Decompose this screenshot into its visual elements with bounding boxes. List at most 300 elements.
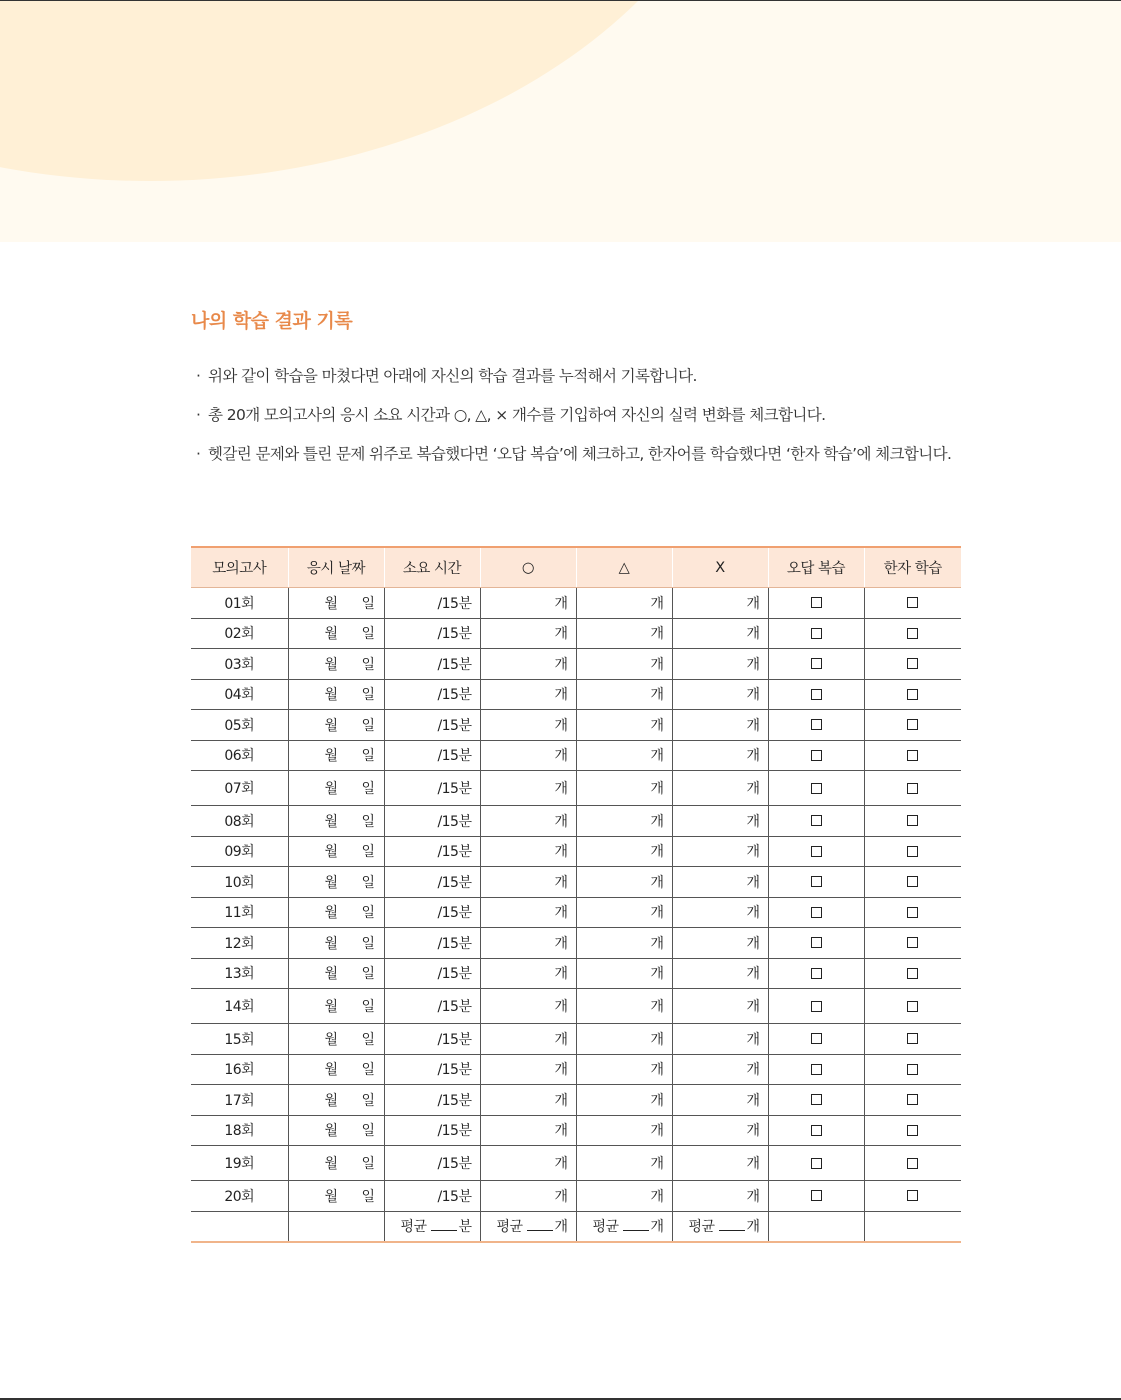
review-checkbox[interactable]	[811, 1001, 822, 1012]
uncertain-count-cell[interactable]: 개	[576, 1181, 672, 1212]
review-checkbox[interactable]	[811, 750, 822, 761]
day-label: 일	[361, 748, 375, 765]
review-check-cell	[768, 1181, 864, 1212]
hanja-checkbox[interactable]	[907, 846, 918, 857]
wrong-count-cell[interactable]: 개	[672, 588, 768, 619]
wrong-count-cell[interactable]: 개	[672, 836, 768, 867]
hanja-check-cell	[864, 679, 961, 710]
hanja-checkbox[interactable]	[907, 876, 918, 887]
date-cell[interactable]	[288, 1115, 384, 1146]
date-cell[interactable]	[288, 958, 384, 989]
exam-number: 10회	[191, 867, 288, 898]
review-checkbox[interactable]	[811, 815, 822, 826]
review-check-cell	[768, 806, 864, 837]
empty-cell	[768, 1211, 864, 1242]
table-row	[191, 679, 961, 710]
review-checkbox[interactable]	[811, 968, 822, 979]
uncertain-count-cell[interactable]: 개	[576, 806, 672, 837]
uncertain-count-cell[interactable]: 개	[576, 649, 672, 680]
time-cell[interactable]: /15분	[384, 1024, 480, 1055]
correct-count-cell[interactable]: 개	[480, 710, 576, 741]
section-title: 나의 학습 결과 기록	[191, 310, 353, 332]
review-checkbox[interactable]	[811, 1094, 822, 1105]
correct-count-cell[interactable]: 개	[480, 867, 576, 898]
fill-blank	[527, 1218, 553, 1231]
time-cell[interactable]: /15분	[384, 618, 480, 649]
uncertain-count-cell[interactable]: 개	[576, 710, 672, 741]
uncertain-count-cell[interactable]: 개	[576, 679, 672, 710]
bullet-marker: ·	[196, 367, 201, 385]
review-checkbox[interactable]	[811, 783, 822, 794]
review-check-cell	[768, 588, 864, 619]
exam-number: 20회	[191, 1181, 288, 1212]
review-check-cell	[768, 836, 864, 867]
table-row	[191, 1146, 961, 1181]
wrong-count-cell[interactable]: 개	[672, 618, 768, 649]
hanja-check-cell	[864, 740, 961, 771]
header-date: 응시 날짜	[288, 547, 384, 588]
table-row	[191, 618, 961, 649]
date-cell[interactable]	[288, 806, 384, 837]
uncertain-count-cell[interactable]: 개	[576, 618, 672, 649]
header-hanja: 한자 학습	[864, 547, 961, 588]
table-row	[191, 836, 961, 867]
header-wrong: X	[672, 547, 768, 588]
table-row	[191, 989, 961, 1024]
review-check-cell	[768, 740, 864, 771]
correct-count-cell[interactable]: 개	[480, 1115, 576, 1146]
header-exam: 모의고사	[191, 547, 288, 588]
exam-number: 17회	[191, 1085, 288, 1116]
review-checkbox[interactable]	[811, 846, 822, 857]
month-label: 월	[324, 717, 338, 734]
time-cell[interactable]: /15분	[384, 740, 480, 771]
empty-cell	[288, 1211, 384, 1242]
table-row	[191, 928, 961, 959]
review-check-cell	[768, 1054, 864, 1085]
day-label: 일	[361, 595, 375, 612]
time-cell[interactable]: /15분	[384, 1085, 480, 1116]
date-cell[interactable]	[288, 1085, 384, 1116]
date-cell[interactable]	[288, 897, 384, 928]
wrong-count-cell[interactable]: 개	[672, 928, 768, 959]
review-checkbox[interactable]	[811, 1158, 822, 1169]
uncertain-count-cell[interactable]: 개	[576, 1024, 672, 1055]
month-label: 월	[324, 595, 338, 612]
review-check-cell	[768, 649, 864, 680]
wrong-count-cell[interactable]: 개	[672, 867, 768, 898]
uncertain-count-cell[interactable]: 개	[576, 1146, 672, 1181]
exam-number: 13회	[191, 958, 288, 989]
table-row	[191, 1181, 961, 1212]
month-label: 월	[324, 874, 338, 891]
review-checkbox[interactable]	[811, 1033, 822, 1044]
date-cell[interactable]	[288, 867, 384, 898]
header-review: 오답 복습	[768, 547, 864, 588]
uncertain-count-cell[interactable]: 개	[576, 836, 672, 867]
time-cell[interactable]: /15분	[384, 679, 480, 710]
instruction-list	[196, 362, 976, 479]
day-label: 일	[361, 935, 375, 952]
table-row	[191, 710, 961, 741]
exam-number: 07회	[191, 771, 288, 806]
date-cell[interactable]	[288, 1024, 384, 1055]
exam-number: 18회	[191, 1115, 288, 1146]
time-cell[interactable]: /15분	[384, 1146, 480, 1181]
hanja-checkbox[interactable]	[907, 1064, 918, 1075]
fill-blank	[431, 1218, 457, 1231]
month-label: 월	[324, 905, 338, 922]
review-check-cell	[768, 989, 864, 1024]
wrong-count-cell[interactable]: 개	[672, 1146, 768, 1181]
table-header-row	[191, 547, 961, 588]
hanja-check-cell	[864, 806, 961, 837]
hanja-checkbox[interactable]	[907, 689, 918, 700]
month-label: 월	[324, 656, 338, 673]
average-unit: 개	[554, 1219, 568, 1235]
day-label: 일	[361, 874, 375, 891]
correct-count-cell[interactable]: 개	[480, 1024, 576, 1055]
day-label: 일	[361, 813, 375, 830]
hanja-checkbox[interactable]	[907, 719, 918, 730]
uncertain-count-cell[interactable]: 개	[576, 989, 672, 1024]
bullet-marker: ·	[196, 445, 201, 463]
uncertain-count-cell[interactable]: 개	[576, 958, 672, 989]
review-check-cell	[768, 1085, 864, 1116]
date-cell[interactable]	[288, 928, 384, 959]
date-cell[interactable]	[288, 618, 384, 649]
correct-count-cell[interactable]: 개	[480, 740, 576, 771]
hanja-check-cell	[864, 897, 961, 928]
average-wrong-cell[interactable]	[672, 1211, 768, 1242]
hanja-check-cell	[864, 710, 961, 741]
instruction-text: 위와 같이 학습을 마쳤다면 아래에 자신의 학습 결과를 누적해서 기록합니다.	[208, 367, 697, 385]
hanja-checkbox[interactable]	[907, 1001, 918, 1012]
month-label: 월	[324, 1188, 338, 1205]
instruction-item	[196, 440, 976, 469]
month-label: 월	[324, 1092, 338, 1109]
uncertain-count-cell[interactable]: 개	[576, 1054, 672, 1085]
uncertain-count-cell[interactable]: 개	[576, 928, 672, 959]
table-row	[191, 867, 961, 898]
time-cell[interactable]: /15분	[384, 867, 480, 898]
wrong-count-cell[interactable]: 개	[672, 1054, 768, 1085]
review-check-cell	[768, 679, 864, 710]
hanja-check-cell	[864, 771, 961, 806]
time-cell[interactable]: /15분	[384, 771, 480, 806]
correct-count-cell[interactable]: 개	[480, 1085, 576, 1116]
day-label: 일	[361, 656, 375, 673]
hanja-checkbox[interactable]	[907, 750, 918, 761]
day-label: 일	[361, 999, 375, 1015]
review-check-cell	[768, 1024, 864, 1055]
month-label: 월	[324, 844, 338, 861]
wrong-count-cell[interactable]: 개	[672, 1115, 768, 1146]
table-row	[191, 588, 961, 619]
correct-count-cell[interactable]: 개	[480, 989, 576, 1024]
month-label: 월	[324, 1062, 338, 1079]
average-prefix: 평균	[496, 1219, 523, 1235]
uncertain-count-cell[interactable]: 개	[576, 1085, 672, 1116]
month-label: 월	[324, 935, 338, 952]
date-cell[interactable]	[288, 679, 384, 710]
day-label: 일	[361, 844, 375, 861]
day-label: 일	[361, 1188, 375, 1205]
time-cell[interactable]: /15분	[384, 897, 480, 928]
correct-count-cell[interactable]: 개	[480, 806, 576, 837]
day-label: 일	[361, 717, 375, 734]
average-prefix: 평균	[400, 1219, 427, 1235]
hanja-check-cell	[864, 618, 961, 649]
date-cell[interactable]	[288, 1054, 384, 1085]
day-label: 일	[361, 1123, 375, 1140]
instruction-text: 총 20개 모의고사의 응시 소요 시간과 ○, △, × 개수를 기입하여 자신의 실력 변화를 체크합니다.	[208, 406, 826, 424]
correct-count-cell[interactable]: 개	[480, 928, 576, 959]
hanja-checkbox[interactable]	[907, 658, 918, 669]
table-body	[191, 588, 961, 1242]
hanja-checkbox[interactable]	[907, 783, 918, 794]
month-label: 월	[324, 813, 338, 830]
review-checkbox[interactable]	[811, 658, 822, 669]
wrong-count-cell[interactable]: 개	[672, 1024, 768, 1055]
correct-count-cell[interactable]: 개	[480, 897, 576, 928]
exam-number: 14회	[191, 989, 288, 1024]
time-cell[interactable]: /15분	[384, 588, 480, 619]
time-cell[interactable]: /15분	[384, 989, 480, 1024]
correct-count-cell[interactable]: 개	[480, 1146, 576, 1181]
correct-count-cell[interactable]: 개	[480, 958, 576, 989]
review-checkbox[interactable]	[811, 876, 822, 887]
day-label: 일	[361, 1031, 375, 1048]
header-arc-shape	[0, 1, 760, 181]
wrong-count-cell[interactable]: 개	[672, 1181, 768, 1212]
table-row	[191, 1024, 961, 1055]
hanja-check-cell	[864, 836, 961, 867]
hanja-checkbox[interactable]	[907, 937, 918, 948]
time-cell[interactable]: /15분	[384, 928, 480, 959]
hanja-check-cell	[864, 1146, 961, 1181]
hanja-checkbox[interactable]	[907, 907, 918, 918]
review-check-cell	[768, 897, 864, 928]
hanja-checkbox[interactable]	[907, 1158, 918, 1169]
time-cell[interactable]: /15분	[384, 806, 480, 837]
study-record-table	[191, 546, 961, 1243]
table-row	[191, 740, 961, 771]
hanja-check-cell	[864, 867, 961, 898]
month-label: 월	[324, 999, 338, 1015]
uncertain-count-cell[interactable]: 개	[576, 897, 672, 928]
exam-number: 01회	[191, 588, 288, 619]
table-row	[191, 1085, 961, 1116]
exam-number: 05회	[191, 710, 288, 741]
hanja-check-cell	[864, 958, 961, 989]
uncertain-count-cell[interactable]: 개	[576, 771, 672, 806]
correct-count-cell[interactable]: 개	[480, 1181, 576, 1212]
review-check-cell	[768, 771, 864, 806]
review-checkbox[interactable]	[811, 907, 822, 918]
hanja-checkbox[interactable]	[907, 1033, 918, 1044]
time-cell[interactable]: /15분	[384, 958, 480, 989]
date-cell[interactable]	[288, 836, 384, 867]
wrong-count-cell[interactable]: 개	[672, 1085, 768, 1116]
fill-blank	[623, 1218, 649, 1231]
hanja-checkbox[interactable]	[907, 628, 918, 639]
month-label: 월	[324, 781, 338, 797]
month-label: 월	[324, 687, 338, 704]
month-label: 월	[324, 1156, 338, 1172]
month-label: 월	[324, 748, 338, 765]
date-cell[interactable]	[288, 710, 384, 741]
review-checkbox[interactable]	[811, 628, 822, 639]
exam-number: 11회	[191, 897, 288, 928]
average-unit: 개	[650, 1219, 664, 1235]
review-checkbox[interactable]	[811, 1190, 822, 1201]
table-row	[191, 1054, 961, 1085]
correct-count-cell[interactable]: 개	[480, 679, 576, 710]
average-time-cell[interactable]	[384, 1211, 480, 1242]
hanja-checkbox[interactable]	[907, 968, 918, 979]
review-check-cell	[768, 618, 864, 649]
hanja-check-cell	[864, 1054, 961, 1085]
date-cell[interactable]	[288, 989, 384, 1024]
average-prefix: 평균	[592, 1219, 619, 1235]
day-label: 일	[361, 626, 375, 643]
table-row	[191, 771, 961, 806]
average-unit: 분	[458, 1219, 472, 1235]
time-cell[interactable]: /15분	[384, 1181, 480, 1212]
average-correct-cell[interactable]	[480, 1211, 576, 1242]
uncertain-count-cell[interactable]: 개	[576, 588, 672, 619]
uncertain-count-cell[interactable]: 개	[576, 740, 672, 771]
hanja-check-cell	[864, 649, 961, 680]
instruction-item	[196, 362, 976, 391]
date-cell[interactable]	[288, 649, 384, 680]
review-checkbox[interactable]	[811, 719, 822, 730]
wrong-count-cell[interactable]: 개	[672, 958, 768, 989]
wrong-count-cell[interactable]: 개	[672, 771, 768, 806]
wrong-count-cell[interactable]: 개	[672, 806, 768, 837]
hanja-checkbox[interactable]	[907, 597, 918, 608]
correct-count-cell[interactable]: 개	[480, 618, 576, 649]
table-row	[191, 897, 961, 928]
header-correct: ○	[480, 547, 576, 588]
correct-count-cell[interactable]: 개	[480, 836, 576, 867]
exam-number: 16회	[191, 1054, 288, 1085]
date-cell[interactable]	[288, 740, 384, 771]
review-checkbox[interactable]	[811, 1125, 822, 1136]
day-label: 일	[361, 781, 375, 797]
date-cell[interactable]	[288, 1181, 384, 1212]
average-prefix: 평균	[688, 1219, 715, 1235]
month-label: 월	[324, 966, 338, 983]
correct-count-cell[interactable]: 개	[480, 1054, 576, 1085]
day-label: 일	[361, 1062, 375, 1079]
review-check-cell	[768, 958, 864, 989]
exam-number: 19회	[191, 1146, 288, 1181]
wrong-count-cell[interactable]: 개	[672, 649, 768, 680]
header-uncertain: △	[576, 547, 672, 588]
average-unit: 개	[746, 1219, 760, 1235]
review-checkbox[interactable]	[811, 689, 822, 700]
uncertain-count-cell[interactable]: 개	[576, 1115, 672, 1146]
exam-number: 04회	[191, 679, 288, 710]
review-checkbox[interactable]	[811, 937, 822, 948]
hanja-check-cell	[864, 1085, 961, 1116]
time-cell[interactable]: /15분	[384, 1054, 480, 1085]
exam-number: 08회	[191, 806, 288, 837]
uncertain-count-cell[interactable]: 개	[576, 867, 672, 898]
time-cell[interactable]: /15분	[384, 1115, 480, 1146]
exam-number: 15회	[191, 1024, 288, 1055]
hanja-checkbox[interactable]	[907, 1190, 918, 1201]
time-cell[interactable]: /15분	[384, 649, 480, 680]
time-cell[interactable]: /15분	[384, 710, 480, 741]
exam-number: 03회	[191, 649, 288, 680]
exam-number: 02회	[191, 618, 288, 649]
hanja-check-cell	[864, 1115, 961, 1146]
instruction-text: 헷갈린 문제와 틀린 문제 위주로 복습했다면 ‘오답 복습’에 체크하고, 한자어를 학습했다면 ‘한자 학습’에 체크합니다.	[208, 445, 952, 463]
hanja-checkbox[interactable]	[907, 1094, 918, 1105]
wrong-count-cell[interactable]: 개	[672, 710, 768, 741]
day-label: 일	[361, 905, 375, 922]
review-check-cell	[768, 710, 864, 741]
hanja-checkbox[interactable]	[907, 815, 918, 826]
table-row	[191, 649, 961, 680]
correct-count-cell[interactable]: 개	[480, 588, 576, 619]
day-label: 일	[361, 966, 375, 983]
date-cell[interactable]	[288, 771, 384, 806]
correct-count-cell[interactable]: 개	[480, 649, 576, 680]
day-label: 일	[361, 1092, 375, 1109]
average-row	[191, 1211, 961, 1242]
date-cell[interactable]	[288, 588, 384, 619]
hanja-check-cell	[864, 989, 961, 1024]
month-label: 월	[324, 1031, 338, 1048]
exam-number: 06회	[191, 740, 288, 771]
hanja-check-cell	[864, 588, 961, 619]
hanja-check-cell	[864, 1181, 961, 1212]
month-label: 월	[324, 1123, 338, 1140]
wrong-count-cell[interactable]: 개	[672, 989, 768, 1024]
wrong-count-cell[interactable]: 개	[672, 740, 768, 771]
review-checkbox[interactable]	[811, 1064, 822, 1075]
average-uncertain-cell[interactable]	[576, 1211, 672, 1242]
review-checkbox[interactable]	[811, 597, 822, 608]
correct-count-cell[interactable]: 개	[480, 771, 576, 806]
table-row	[191, 806, 961, 837]
month-label: 월	[324, 626, 338, 643]
exam-number: 09회	[191, 836, 288, 867]
instruction-item	[196, 401, 976, 430]
header-decoration	[0, 1, 1121, 242]
review-check-cell	[768, 1115, 864, 1146]
time-cell[interactable]: /15분	[384, 836, 480, 867]
day-label: 일	[361, 687, 375, 704]
bullet-marker: ·	[196, 406, 201, 424]
hanja-checkbox[interactable]	[907, 1125, 918, 1136]
wrong-count-cell[interactable]: 개	[672, 679, 768, 710]
table-row	[191, 1115, 961, 1146]
review-check-cell	[768, 867, 864, 898]
review-check-cell	[768, 1146, 864, 1181]
table-row	[191, 958, 961, 989]
hanja-check-cell	[864, 928, 961, 959]
day-label: 일	[361, 1156, 375, 1172]
empty-cell	[864, 1211, 961, 1242]
exam-number: 12회	[191, 928, 288, 959]
wrong-count-cell[interactable]: 개	[672, 897, 768, 928]
date-cell[interactable]	[288, 1146, 384, 1181]
